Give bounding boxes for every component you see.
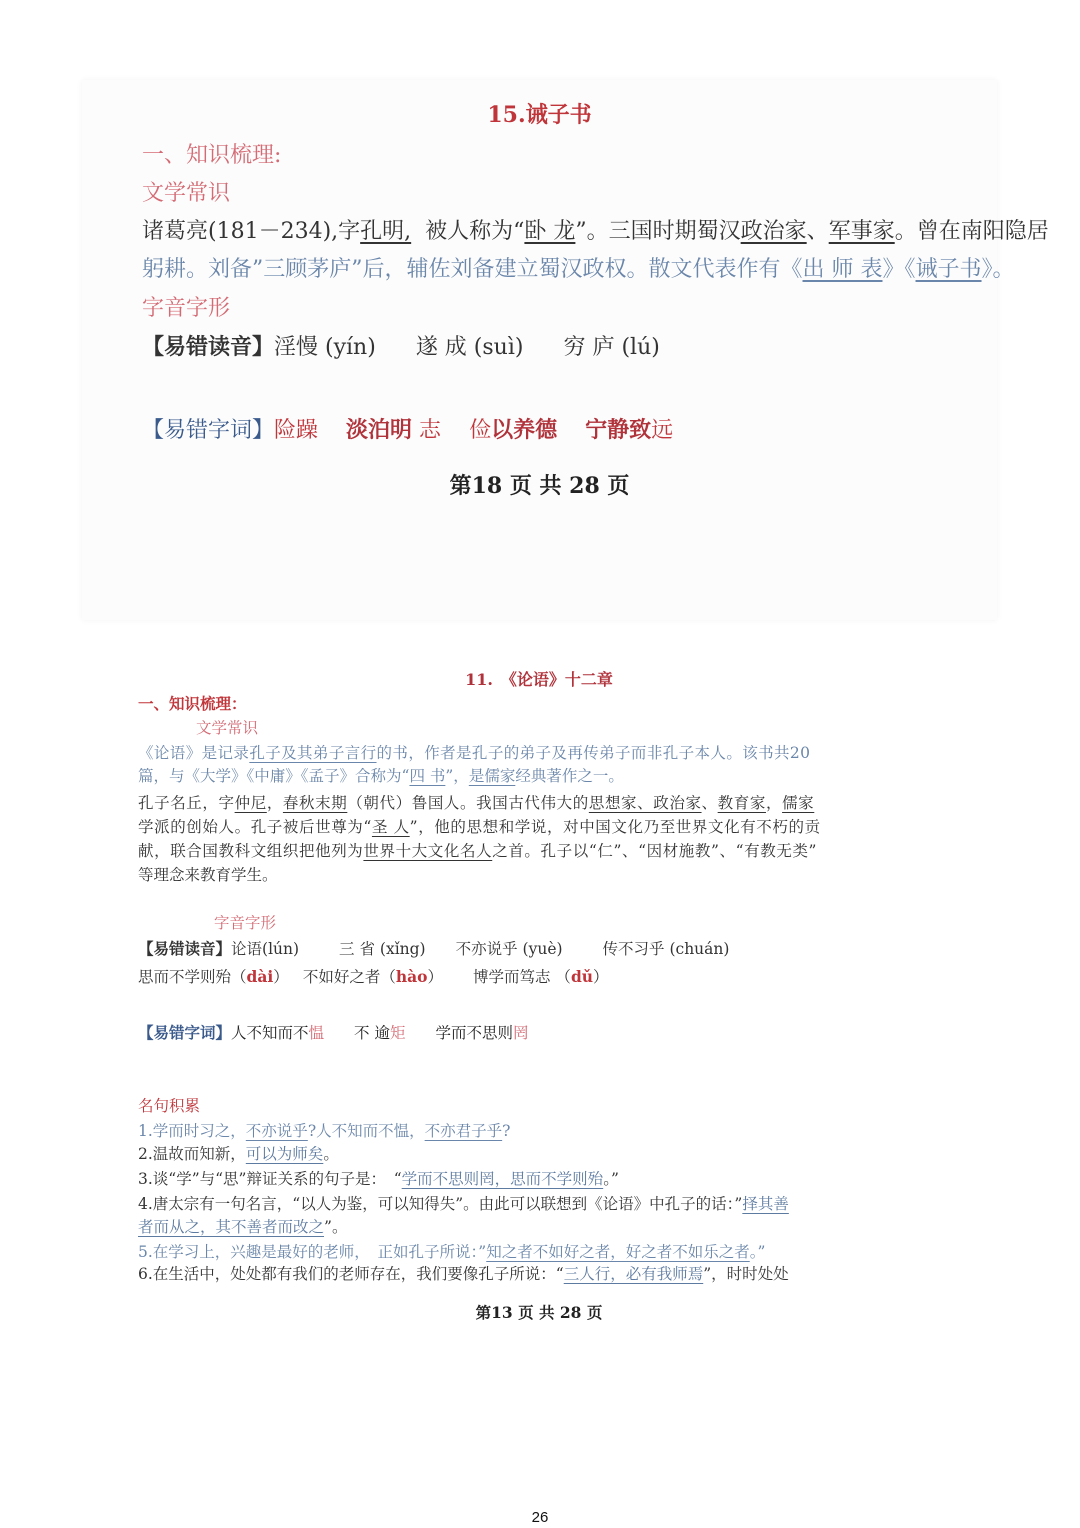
page-scan-upper xyxy=(82,80,1049,620)
quote-line: 4.唐太宗有一句名言，“以人为鉴，可以知得失”。由此可以联想到《论语》中孔子的话：”择其善 xyxy=(138,1195,789,1213)
page-scan-lower xyxy=(130,660,960,1340)
literature-paragraph-line: 《论语》是记录孔子及其弟子言行的书，作者是孔子的弟子及再传弟子而非孔子本人。该书共20 xyxy=(138,744,811,762)
error-words-label: 【易错字词】 xyxy=(138,1023,232,1042)
literature-paragraph-line-1: 诸葛亮(181－234),字孔明, 被人称为“卧 龙”。三国时期蜀汉政治家、军事家。曾在南阳隐居 xyxy=(142,219,1049,244)
pronunciation-label: 【易错读音】 xyxy=(138,939,232,958)
quote-line: 1.学而时习之，不亦说乎?人不知而不愠，不亦君子乎? xyxy=(138,1122,511,1140)
quote-line: 者而从之，其不善者而改之”。 xyxy=(138,1218,348,1236)
answer-blank: 仲尼 xyxy=(234,794,267,812)
quote-line: 3.谈“学”与“思”辩证关系的句子是： “学而不思则罔，思而不学则殆。” xyxy=(138,1170,619,1188)
pronunciation-line: 【易错读音】淫慢 (yín) 遂 成 (suì) 穷 庐 (lú) xyxy=(142,334,660,360)
page-footer: 第13 页 共 28 页 xyxy=(475,1303,603,1322)
answer-blank: 四 书 xyxy=(409,767,446,785)
quote-line: 2.温故而知新，可以为师矣。 xyxy=(138,1145,339,1163)
answer-blank: 择其善 xyxy=(742,1195,789,1213)
literature-heading: 文学常识 xyxy=(142,181,231,206)
answer-blank: 孔明, xyxy=(360,219,412,244)
answer-blank: 出 师 表 xyxy=(802,257,883,282)
answer-blank: 诫子书 xyxy=(915,257,982,282)
pronunciation-line: 思而不学则殆（dài） 不如好之者（hào） 博学而笃志 （dǔ） xyxy=(138,967,609,986)
pronunciation-heading: 字音字形 xyxy=(142,296,231,321)
answer-blank: 卧 龙 xyxy=(524,219,576,244)
section-heading: 一、知识梳理: xyxy=(142,143,282,168)
answer-blank: 圣 人 xyxy=(371,818,410,836)
literature-paragraph-line: 等理念来教育学生。 xyxy=(138,866,278,884)
answer-blank: 春秋末期 xyxy=(282,794,348,812)
pronunciation-heading: 字音字形 xyxy=(214,914,277,932)
answer-blank: 思想家、政治家 xyxy=(588,794,702,812)
literature-paragraph-line: 孔子名丘，字仲尼，春秋末期（朝代）鲁国人。我国古代伟大的思想家、政治家、教育家，儒家 xyxy=(138,794,815,812)
pronunciation-label: 【易错读音】 xyxy=(142,334,275,360)
lesson-title: 11. 《论语》十二章 xyxy=(465,670,613,689)
answer-blank: 学而不思则罔，思而不学则殆 xyxy=(401,1170,604,1188)
answer-blank: 世界十大文化名人 xyxy=(363,842,493,860)
error-words-line: 【易错字词】人不知而不愠 不 逾矩 学而不思则罔 xyxy=(138,1023,529,1042)
literature-paragraph-line-2: 躬耕。刘备”三顾茅庐”后，辅佐刘备建立蜀汉政权。散文代表作有《出 师 表》《诫子书》。 xyxy=(142,257,1015,282)
answer-blank: 政治家 xyxy=(740,219,807,244)
answer-blank: 知之者不如好之者，好之者不如乐之者 xyxy=(486,1243,750,1261)
error-words-line: 【易错字词】险躁 淡泊明 志 俭以养德 宁静致远 xyxy=(142,417,674,443)
answer-blank: 军事家 xyxy=(828,219,895,244)
error-words-label: 【易错字词】 xyxy=(142,418,275,443)
quotes-heading: 名句积累 xyxy=(138,1097,201,1115)
document-page-number: 26 xyxy=(531,1509,549,1526)
quote-line: 6.在生活中，处处都有我们的老师存在，我们要像孔子所说：“三人行，必有我师焉”，时时处处 xyxy=(138,1265,789,1283)
pronunciation-line: 【易错读音】论语(lún) 三 省 (xǐng) 不亦说乎 (yuè) 传不习乎 (chuán) xyxy=(138,939,730,958)
literature-heading: 文学常识 xyxy=(196,719,259,737)
answer-blank: 是儒家 xyxy=(468,767,516,785)
answer-blank: 教育家 xyxy=(717,794,766,812)
answer-blank: 者而从之，其不善者而改之 xyxy=(138,1218,325,1236)
answer-blank: 孔子及其弟子言行 xyxy=(249,744,377,762)
answer-blank: 儒家 xyxy=(782,794,815,812)
answer-blank: 可以为师矣 xyxy=(245,1145,324,1163)
literature-paragraph-line: 篇，与《大学》《中庸》《孟子》合称为“四 书”，是儒家经典著作之一。 xyxy=(138,767,624,785)
lesson-title: 15.诫子书 xyxy=(487,102,592,128)
answer-blank: 不亦君子乎 xyxy=(424,1122,503,1140)
page-footer: 第18 页 共 28 页 xyxy=(449,473,630,499)
literature-paragraph-line: 献，联合国教科文组织把他列为世界十大文化名人之首。孔子以“仁”、“因材施教”、“有教无类” xyxy=(138,842,818,860)
quote-line: 5.在学习上，兴趣是最好的老师， 正如孔子所说：”知之者不如好之者，好之者不如乐之者。” xyxy=(138,1243,766,1261)
literature-paragraph-line: 学派的创始人。孔子被后世尊为“圣 人”，他的思想和学说，对中国文化乃至世界文化有不朽的贡 xyxy=(138,818,821,836)
answer-blank: 三人行，必有我师焉 xyxy=(563,1265,704,1283)
answer-blank: 不亦说乎 xyxy=(245,1122,308,1140)
section-heading: 一、知识梳理： xyxy=(138,694,247,713)
